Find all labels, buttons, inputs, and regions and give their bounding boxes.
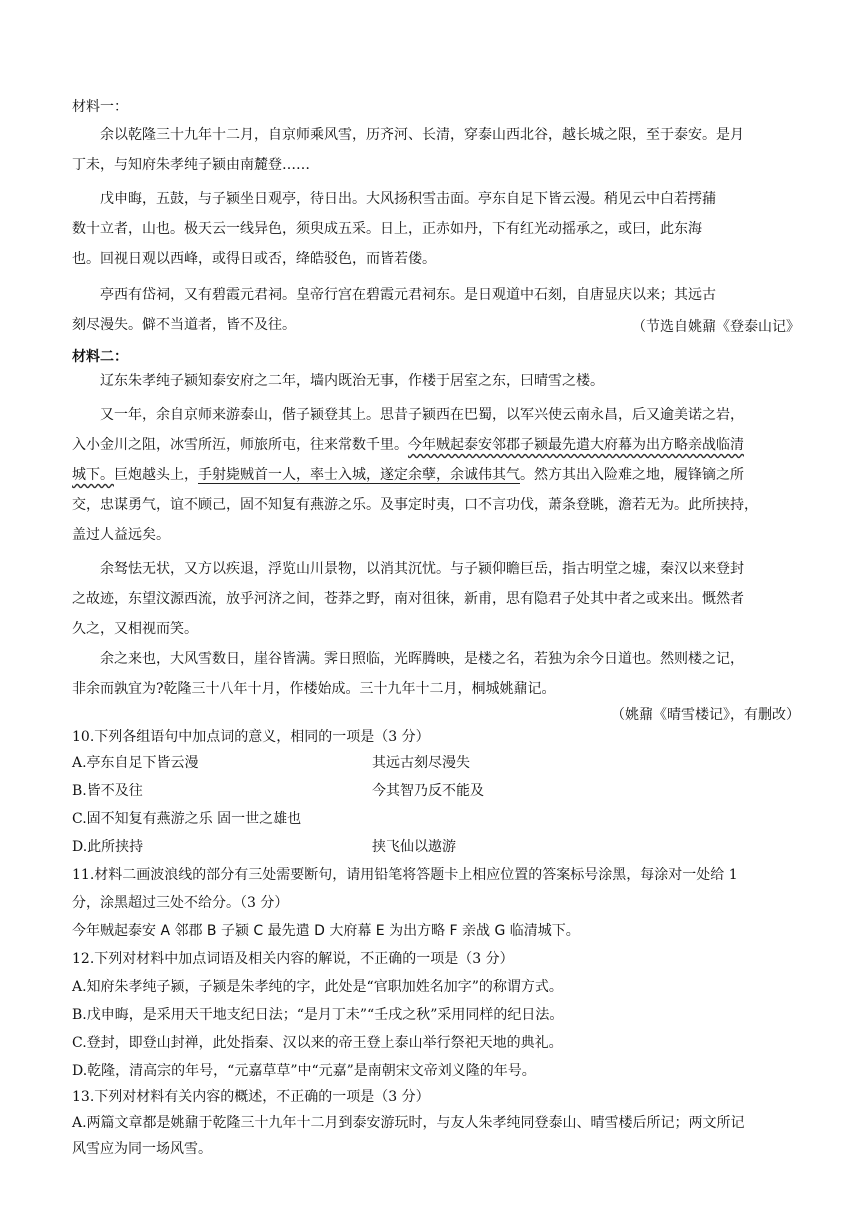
material2-p2-line3-text: 巨炮越头上，: [114, 467, 198, 483]
material2-p2-line2-text: 入小金川之阻，冰雪所沍，师旅所屯，往来常数千里。: [72, 437, 408, 453]
q12-option-d: D.乾隆，清高宗的年号，“元嘉草草”中“元嘉”是南朝宋文帝刘义隆的年号。: [72, 1063, 536, 1079]
q12-option-b: B.戊申晦，是采用天干地支纪日法；“是月丁未”“壬戌之秋”采用同样的纪日法。: [72, 1007, 564, 1023]
q13-option-a-line2: 风雪应为同一场风雪。: [72, 1141, 212, 1157]
q10-option-a: A.亭东自足下皆云漫: [72, 755, 199, 771]
material2-p3-line3: 久之，又相视而笑。: [72, 621, 198, 637]
q12-option-c: C.登封，即登山封禅，此处指秦、汉以来的帝王登上泰山举行祭祀天地的典礼。: [72, 1035, 563, 1051]
material2-p2-line5: 盖过人益远矣。: [72, 527, 170, 543]
material1-p2-line2: 数十立者，山也。极天云一线异色，须臾成五采。日上，正赤如丹，下有红光动摇承之，或曰，此东海: [72, 221, 702, 237]
q10-option-a-pair: 其远古刻尽漫失: [372, 755, 470, 771]
material1-p1-line2: 丁未，与知府朱孝纯子颍由南麓登……: [72, 157, 310, 173]
material2-p2-line3-rest: 。然方其出入险难之地，履锋镝之所: [520, 467, 744, 483]
material2-p2-line1: 又一年，余自京师来游泰山，偕子颍登其上。思昔子颍西在巴蜀，以军兴使云南永昌，后又逾美诺之岩，: [100, 407, 744, 423]
q10-option-b-pair: 今其智乃反不能及: [372, 783, 484, 799]
material2-p4-line1: 余之来也，大风雪数日，崖谷皆满。霁日照临，光晖腾映，是楼之名，若独为余今日道也。然则楼之记，: [100, 651, 744, 667]
q12-stem: 12.下列对材料中加点词语及相关内容的解说，不正确的一项是（3 分）: [72, 951, 514, 967]
q10-option-d-pair: 挟飞仙以遨游: [372, 839, 456, 855]
material1-p2-line3: 也。回视日观以西峰，或得日或否，绛皓驳色，而皆若偻。: [72, 251, 436, 267]
material1-heading: 材料一：: [72, 99, 128, 115]
material1-source: （节选自姚鼐《登泰山记》: [632, 319, 800, 335]
material1-p3-line1: 亭西有岱祠，又有碧霞元君祠。皇帝行宫在碧霞元君祠东。是日观道中石刻，自唐显庆以来；其远古: [100, 287, 716, 303]
material2-p4-line2: 非余而孰宜为?乾隆三十八年十月，作楼始成。三十九年十二月，桐城姚鼐记。: [72, 681, 556, 697]
material2-heading: 材料二：: [72, 349, 128, 365]
material2-p3-line2: 之故迹，东望汶源西流，放乎河济之间，苍莽之野，南对徂徕，新甫，思有隐君子处其中者之或来出。慨然者: [72, 591, 744, 607]
material2-p2-line3: [72, 460, 744, 490]
material2-p1: 辽东朱孝纯子颍知泰安府之二年，墙内既治无事，作楼于居室之东，曰晴雪之楼。: [100, 373, 604, 389]
q11-stem-line1: 11.材料二画波浪线的部分有三处需要断句，请用铅笔将答题卡上相应位置的答案标号涂黑，每涂对一处给 1: [72, 867, 738, 883]
underlined-segment: 手射毙贼首一人，率士入城，遂定余孽，余诚伟其气: [198, 467, 520, 483]
material1-p3-line2: 刻尽漫失。僻不当道者，皆不及往。: [72, 317, 296, 333]
material2-source: （姚鼐《晴雪楼记》，有删改）: [611, 707, 800, 723]
q13-stem: 13.下列对材料有关内容的概述，不正确的一项是（3 分）: [72, 1089, 430, 1105]
q10-option-b: B.皆不及往: [72, 783, 143, 799]
material2-p3-line1: 余驽怯无状，又方以疾退，浮览山川景物，以消其沉忧。与子颍仰瞻巨岳，指古明堂之墟，秦汉以来登封: [100, 561, 744, 577]
q11-sentence: 今年贼起泰安 A 邻郡 B 子颍 C 最先遣 D 大府幕 E 为出方略 F 亲战 G 临清城下。: [72, 923, 580, 939]
material1-p1-line1: 余以乾隆三十九年十二月，自京师乘风雪，历齐河、长清，穿泰山西北谷，越长城之限，至于泰安。是月: [100, 127, 744, 143]
q13-option-a-line1: A.两篇文章都是姚鼐于乾隆三十九年十二月到泰安游玩时，与友人朱孝纯同登泰山、晴雪楼后所记；两文所记: [72, 1115, 745, 1131]
q11-stem-line2: 分，涂黑超过三处不给分。（3 分）: [72, 895, 289, 911]
q12-option-a: A.知府朱孝纯子颍，子颍是朱孝纯的字，此处是“官职加姓名加字”的称谓方式。: [72, 979, 563, 995]
wavy-underline-segment: 今年贼起泰安邻郡子颍最先遣大府幕为出方略亲战临清: [408, 437, 744, 453]
material1-p2-line1: 戊申晦，五鼓，与子颍坐日观亭，待日出。大风扬积雪击面。亭东自足下皆云漫。稍见云中白若摴蒱: [100, 191, 716, 207]
wavy-underline-segment-end: 城下。: [72, 467, 114, 483]
q10-stem: 10.下列各组语句中加点词的意义，相同的一项是（3 分）: [72, 729, 430, 745]
q10-option-c: C.固不知复有燕游之乐 固一世之雄也: [72, 811, 302, 827]
material2-p2-line4: 交，忠谋勇气，谊不顾己，固不知复有燕游之乐。及事定时夷，口不言功伐，萧条登眺，澹若无为。此所挟持，: [72, 497, 758, 513]
material2-p2-line2: [72, 430, 744, 460]
q10-option-d: D.此所挟持: [72, 839, 144, 855]
